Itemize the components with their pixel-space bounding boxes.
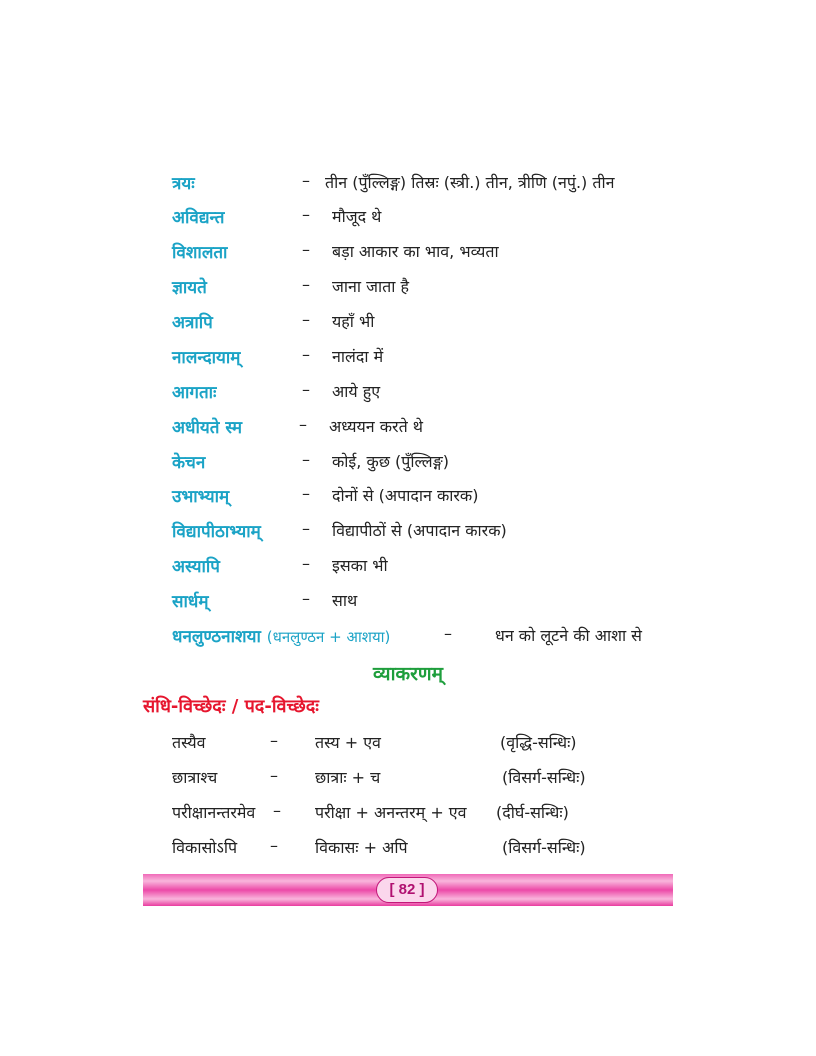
vocab-row — [0, 310, 816, 340]
sandhi-type: (दीर्घ-सन्धिः) — [496, 803, 569, 822]
vocab-row — [0, 205, 816, 235]
vocab-row — [0, 450, 816, 480]
vocab-dash: – — [302, 240, 310, 259]
vocab-word: अस्यापि — [172, 557, 220, 577]
sandhi-type: (वृद्धि-सन्धिः) — [500, 733, 577, 752]
sandhi-word: तस्यैव — [172, 733, 206, 752]
vocab-word: विशालता — [172, 243, 228, 263]
vocab-word: उभाभ्याम् — [172, 487, 230, 507]
vocab-word: केचन — [172, 453, 206, 473]
sandhi-split: छात्राः + च — [315, 768, 381, 787]
vocab-meaning: नालंदा में — [332, 347, 384, 366]
page-number: [ 82 ] — [376, 877, 438, 903]
vocab-row — [0, 624, 816, 654]
sandhi-row — [0, 801, 816, 831]
vocab-word: ज्ञायते — [172, 278, 207, 298]
sandhi-dash: – — [273, 801, 281, 820]
vocab-meaning: विद्यापीठों से (अपादान कारक) — [332, 521, 507, 540]
vocab-word: सार्धम् — [172, 592, 209, 612]
sandhi-type: (विसर्ग-सन्धिः) — [502, 768, 586, 787]
sandhi-split: तस्य + एव — [315, 733, 381, 752]
vocab-meaning: तीन (पुँल्लिङ्ग) तिस्रः (स्त्री.) तीन, त्रीणि (नपुं.) तीन — [325, 173, 615, 192]
sandhi-type: (विसर्ग-सन्धिः) — [502, 838, 586, 857]
vocab-dash: – — [302, 345, 310, 364]
vocab-meaning: इसका भी — [332, 556, 388, 575]
vocab-dash: – — [302, 310, 310, 329]
vocab-row — [0, 240, 816, 270]
sandhi-subheading: संधि-विच्छेदः / पद-विच्छेदः — [143, 696, 319, 717]
vocab-dash: – — [302, 484, 310, 503]
sandhi-row — [0, 766, 816, 796]
vocab-meaning: साथ — [332, 591, 358, 610]
vocab-meaning: दोनों से (अपादान कारक) — [332, 486, 479, 505]
vocab-row — [0, 415, 816, 445]
vocab-word: विद्यापीठाभ्याम् — [172, 522, 261, 542]
vocab-row — [0, 554, 816, 584]
sandhi-word: परीक्षानन्तरमेव — [172, 803, 256, 822]
vocab-meaning: धन को लूटने की आशा से — [495, 626, 642, 645]
vocab-word: नालन्दायाम् — [172, 348, 241, 368]
section-title: व्याकरणम् — [373, 663, 443, 685]
vocab-row — [0, 484, 816, 514]
sandhi-dash: – — [270, 836, 278, 855]
vocab-word: अधीयते स्म — [172, 418, 243, 438]
sandhi-row — [0, 836, 816, 866]
vocab-dash: – — [302, 589, 310, 608]
vocab-dash: – — [302, 380, 310, 399]
vocab-word-note: (धनलुण्ठन + आशया) — [266, 628, 391, 646]
vocab-dash: – — [444, 624, 452, 643]
vocab-word: त्रयः — [172, 174, 195, 194]
vocab-dash: – — [302, 554, 310, 573]
vocab-row — [0, 171, 816, 201]
vocab-meaning: आये हुए — [332, 382, 381, 401]
sandhi-split: परीक्षा + अनन्तरम् + एव — [315, 803, 467, 822]
vocab-row — [0, 589, 816, 619]
vocab-dash: – — [299, 415, 307, 434]
vocab-dash: – — [302, 450, 310, 469]
vocab-meaning: बड़ा आकार का भाव, भव्यता — [332, 242, 499, 261]
vocab-word: अत्रापि — [172, 313, 213, 333]
vocab-meaning: जाना जाता है — [332, 277, 409, 296]
vocab-meaning: मौजूद थे — [332, 207, 382, 226]
sandhi-dash: – — [270, 731, 278, 750]
sandhi-row — [0, 731, 816, 761]
vocab-row — [0, 519, 816, 549]
vocab-dash: – — [302, 171, 310, 190]
vocab-row — [0, 380, 816, 410]
vocab-dash: – — [302, 275, 310, 294]
vocab-meaning: यहाँ भी — [332, 312, 375, 331]
vocab-word: आगताः — [172, 383, 217, 403]
sandhi-word: विकासोऽपि — [172, 838, 238, 857]
vocab-dash: – — [302, 205, 310, 224]
vocab-row — [0, 345, 816, 375]
sandhi-split: विकासः + अपि — [315, 838, 408, 857]
vocab-word — [172, 624, 390, 647]
vocab-word-text: धनलुण्ठनाशया — [172, 627, 261, 647]
vocab-row — [0, 275, 816, 305]
vocab-meaning: अध्ययन करते थे — [329, 417, 424, 436]
vocab-meaning: कोई, कुछ (पुँल्लिङ्ग) — [332, 452, 449, 471]
vocab-dash: – — [302, 519, 310, 538]
sandhi-dash: – — [270, 766, 278, 785]
sandhi-word: छात्राश्च — [172, 768, 218, 787]
vocab-word: अविद्यन्त — [172, 208, 225, 228]
